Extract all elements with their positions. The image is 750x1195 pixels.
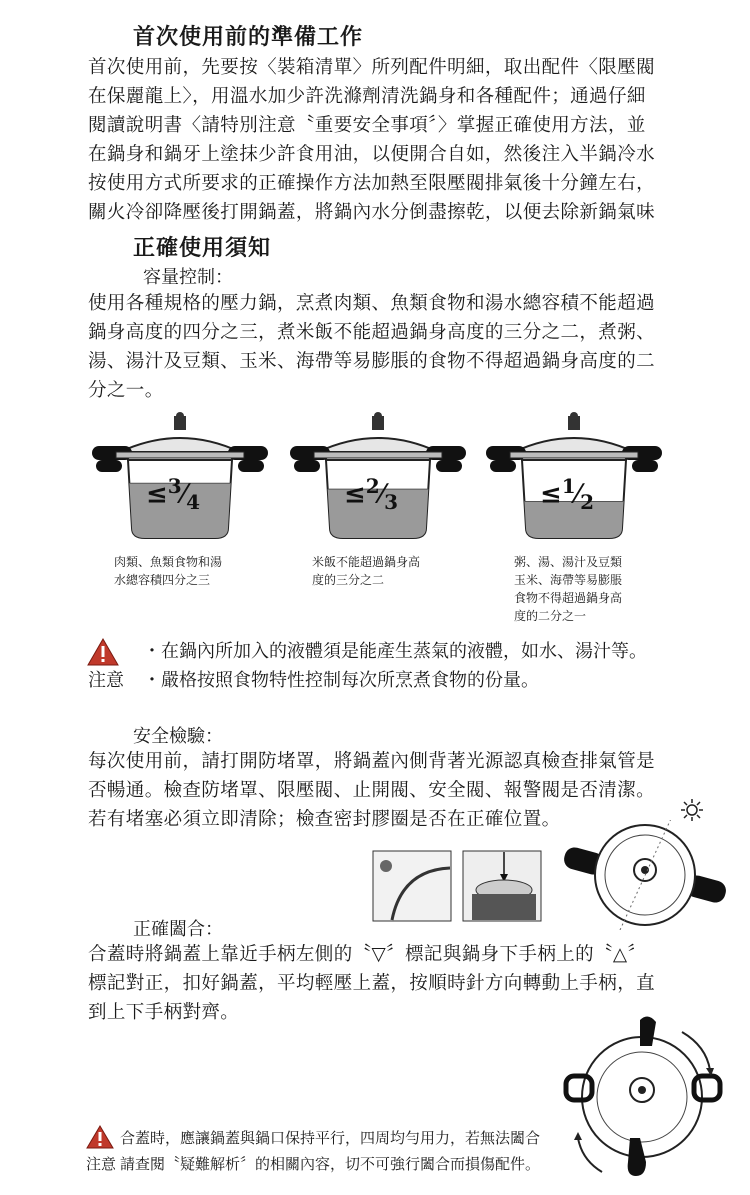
text-line: 標記對正，扣好鍋蓋，平均輕壓上蓋，按順時針方向轉動上手柄，直 xyxy=(88,973,656,994)
caption-line: 食物不得超過鍋身高 xyxy=(514,591,623,605)
pot-caption xyxy=(312,553,420,589)
pot-caption xyxy=(514,553,622,625)
warning-triangle-icon xyxy=(86,1124,114,1150)
warning-line: ・在鍋內所加入的液體須是能產生蒸氣的液體，如水、湯汁等。 xyxy=(143,641,647,662)
capacity-heading: 容量控制： xyxy=(143,267,233,288)
text-line: 在保麗龍上〉，用溫水加少許洗滌劑清洗鍋身和各種配件；通過仔細 xyxy=(88,86,646,107)
text-line: 關火冷卻降壓後打開鍋蓋，將鍋內水分倒盡擦乾，以便去除新鍋氣味 xyxy=(88,202,656,223)
section1-paragraph xyxy=(88,53,678,227)
text-line: 使用各種規格的壓力鍋，烹煮肉類、魚類食物和湯水總容積不能超過 xyxy=(88,293,656,314)
valve-photo xyxy=(372,850,452,922)
bottom-warning-line: 合蓋時，應讓鍋蓋與鍋口保持平行，四周均勻用力，若無法闔合 xyxy=(120,1129,541,1147)
text-line: 在鍋身和鍋牙上塗抹少許食用油，以便開合自如，然後注入半鍋冷水 xyxy=(88,144,656,165)
pot-caption xyxy=(114,553,222,589)
bottom-warning-line: 請查閱〝疑難解析〞的相關內容，切不可強行闔合而損傷配件。 xyxy=(120,1155,541,1173)
caption-line: 度的三分之二 xyxy=(312,573,385,587)
vent-pipe-photo xyxy=(462,850,542,922)
caption-line: 玉米、海帶等易膨脹 xyxy=(514,573,623,587)
warning-label: 注意 xyxy=(88,670,124,691)
closing-heading: 正確闔合： xyxy=(133,919,223,940)
fill-level-label: $\le^2⁄_3$ xyxy=(344,474,398,514)
fill-level-label: $\le^3⁄_4$ xyxy=(146,474,200,514)
caption-line: 米飯不能超過鍋身高 xyxy=(312,555,421,569)
capacity-paragraph xyxy=(88,289,678,405)
caption-line: 度的二分之一 xyxy=(514,609,587,623)
text-line: 湯、湯汁及豆類、玉米、海帶等易膨脹的食物不得超過鍋身高度的二 xyxy=(88,351,656,372)
text-line: 否暢通。檢查防堵罩、限壓閥、止開閥、安全閥、報警閥是否清潔。 xyxy=(88,780,656,801)
safety-heading: 安全檢驗： xyxy=(133,726,223,747)
section1-title: 首次使用前的準備工作 xyxy=(133,25,364,50)
warning-triangle-icon xyxy=(86,637,120,667)
text-line: 到上下手柄對齊。 xyxy=(88,1002,240,1023)
caption-line: 粥、湯、湯汁及豆類 xyxy=(514,555,623,569)
warning-line: ・嚴格按照食物特性控制每次所烹煮食物的份量。 xyxy=(143,670,539,691)
closing-rotation-illustration xyxy=(562,1012,727,1182)
lid-top-view-illustration xyxy=(560,820,730,930)
text-line: 按使用方式所要求的正確操作方法加熱至限壓閥排氣後十分鐘左右， xyxy=(88,173,656,194)
pot-fill-illustration xyxy=(484,410,664,546)
bottom-warning-label: 注意 xyxy=(86,1155,117,1173)
text-line: 鍋身高度的四分之三，煮米飯不能超過鍋身高度的三分之二，煮粥、 xyxy=(88,322,656,343)
caption-line: 肉類、魚類食物和湯 xyxy=(114,555,223,569)
text-line: 合蓋時將鍋蓋上靠近手柄左側的〝▽〞標記與鍋身下手柄上的〝△〞 xyxy=(88,944,647,965)
text-line: 若有堵塞必須立即清除；檢查密封膠圈是否在正確位置。 xyxy=(88,809,561,830)
text-line: 閱讀說明書〈請特別注意〝重要安全事項〞〉掌握正確使用方法，並 xyxy=(88,115,646,136)
text-line: 每次使用前，請打開防堵罩，將鍋蓋內側背著光源認真檢查排氣管是 xyxy=(88,751,656,772)
text-line: 首次使用前，先要按〈裝箱清單〉所列配件明細，取出配件〈限壓閥 xyxy=(88,57,656,78)
caption-line: 水總容積四分之三 xyxy=(114,573,211,587)
fill-level-label: $\le^1⁄_2$ xyxy=(540,474,594,514)
section2-title: 正確使用須知 xyxy=(133,236,272,261)
pot-fill-illustration xyxy=(288,410,468,546)
light-source-icon xyxy=(680,798,704,822)
text-line: 分之一。 xyxy=(88,380,164,401)
pot-fill-illustration xyxy=(90,410,270,546)
